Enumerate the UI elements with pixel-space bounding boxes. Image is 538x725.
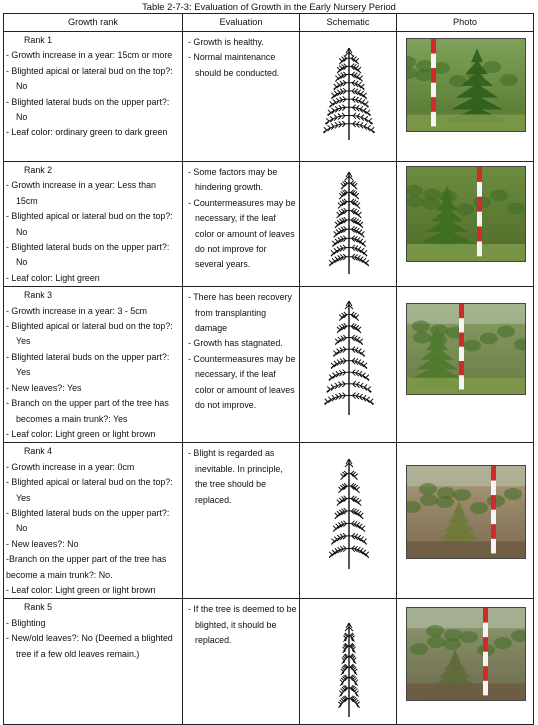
header-row [4, 14, 534, 32]
photo-cell [397, 32, 534, 162]
criterion-item: - Growth increase in a year: 15cm or more [6, 50, 173, 61]
criterion-item: - Blighted lateral buds on the upper part?: Yes [6, 351, 170, 378]
growth-rank-cell [4, 162, 183, 287]
evaluation-cell [183, 599, 300, 725]
header-photo: Photo [397, 14, 534, 32]
criterion-item: - Blighting [6, 617, 46, 628]
criterion-item: - New/old leaves?: No (Deemed a blighted tree if a few old leaves remain.) [6, 633, 173, 659]
header-growth-rank: Growth rank [4, 14, 183, 32]
criterion-item: - Blighted apical or lateral bud on the top?: Yes [6, 321, 173, 347]
evaluation-cell [183, 162, 300, 287]
rank-row [4, 287, 534, 443]
photo-cell [397, 162, 534, 287]
criterion-item: - New leaves?: No [6, 538, 79, 549]
rank-row [4, 443, 534, 599]
schematic-cell [300, 162, 397, 287]
rank-title: Rank 4 [24, 446, 53, 457]
criterion-item: - Blighted lateral buds on the upper part?: No [6, 242, 170, 268]
growth-evaluation-table [3, 13, 534, 725]
criterion-item: - Blighted lateral buds on the upper part?: No [6, 96, 170, 123]
growth-rank-cell [4, 599, 183, 725]
seedling-photo [406, 607, 526, 701]
evaluation-item: - Countermeasures may be necessary, if the leaf color or amount of leaves do not improve for several years. [188, 197, 296, 270]
evaluation-item: - There has been recovery from transplanting damage [188, 292, 292, 334]
table-caption: Table 2-7-3: Evaluation of Growth in the Early Nursery Period [142, 1, 396, 12]
criterion-item: - Branch on the upper part of the tree has becomes a main trunk?: Yes [6, 398, 169, 424]
criterion-item: - New leaves?: Yes [6, 382, 82, 393]
rank-title: Rank 5 [24, 602, 53, 613]
criterion-item: - Growth increase in a year: Less than 15cm [6, 180, 156, 206]
rank-row [4, 599, 534, 725]
photo-cell [397, 287, 534, 443]
tree-schematic-icon [328, 621, 370, 719]
tree-schematic-icon [319, 457, 379, 571]
evaluation-item: - Some factors may be hindering growth. [188, 167, 278, 193]
photo-cell [397, 599, 534, 725]
evaluation-item: - Growth is healthy. [188, 37, 264, 47]
photo-cell [397, 443, 534, 599]
header-evaluation: Evaluation [183, 14, 300, 32]
tree-schematic-icon [318, 46, 380, 142]
evaluation-item: - If the tree is deemed to be blighted, it should be replaced. [188, 604, 297, 646]
growth-rank-cell [4, 32, 183, 162]
growth-rank-cell [4, 287, 183, 443]
criterion-item: - Blighted apical or lateral bud on the top?: No [6, 211, 173, 237]
schematic-cell [300, 599, 397, 725]
seedling-photo [406, 465, 526, 559]
schematic-cell [300, 443, 397, 599]
criterion-item: - Leaf color: Light green [6, 272, 100, 283]
tree-schematic-icon [321, 170, 377, 276]
growth-rank-cell [4, 443, 183, 599]
criterion-item: - Blighted apical or lateral bud on the top?: Yes [6, 477, 173, 503]
rank-title: Rank 2 [24, 165, 53, 175]
tree-schematic-icon [316, 299, 382, 417]
evaluation-item: - Countermeasures may be necessary, if the leaf color or amount of leaves do not improve. [188, 353, 296, 411]
rank-row [4, 162, 534, 287]
seedling-photo [406, 303, 526, 395]
evaluation-cell [183, 287, 300, 443]
rank-row [4, 32, 534, 162]
schematic-cell [300, 287, 397, 443]
schematic-cell [300, 32, 397, 162]
evaluation-item: - Normal maintenance should be conducted. [188, 52, 280, 78]
criterion-item: - Blighted apical or lateral bud on the top?: No [6, 65, 173, 92]
criterion-item: - Growth increase in a year: 3 - 5cm [6, 305, 148, 316]
evaluation-cell [183, 32, 300, 162]
criterion-item: - Leaf color: Light green or light brown [6, 428, 156, 439]
rank-title: Rank 3 [24, 290, 53, 301]
seedling-photo [406, 38, 526, 132]
criterion-item: -Branch on the upper part of the tree has become a main trunk?: No. [6, 554, 167, 580]
criterion-item: - Leaf color: Light green or light brown [6, 584, 156, 595]
criterion-item: - Growth increase in a year: 0cm [6, 461, 135, 472]
criterion-item: - Blighted lateral buds on the upper part?: No [6, 507, 170, 534]
evaluation-item: - Growth has stagnated. [188, 338, 283, 349]
evaluation-cell [183, 443, 300, 599]
header-schematic: Schematic [300, 14, 397, 32]
criterion-item: - Leaf color: ordinary green to dark green [6, 127, 168, 138]
rank-title: Rank 1 [24, 35, 53, 45]
evaluation-item: - Blight is regarded as inevitable. In principle, the tree should be replaced. [188, 448, 283, 505]
seedling-photo [406, 166, 526, 262]
